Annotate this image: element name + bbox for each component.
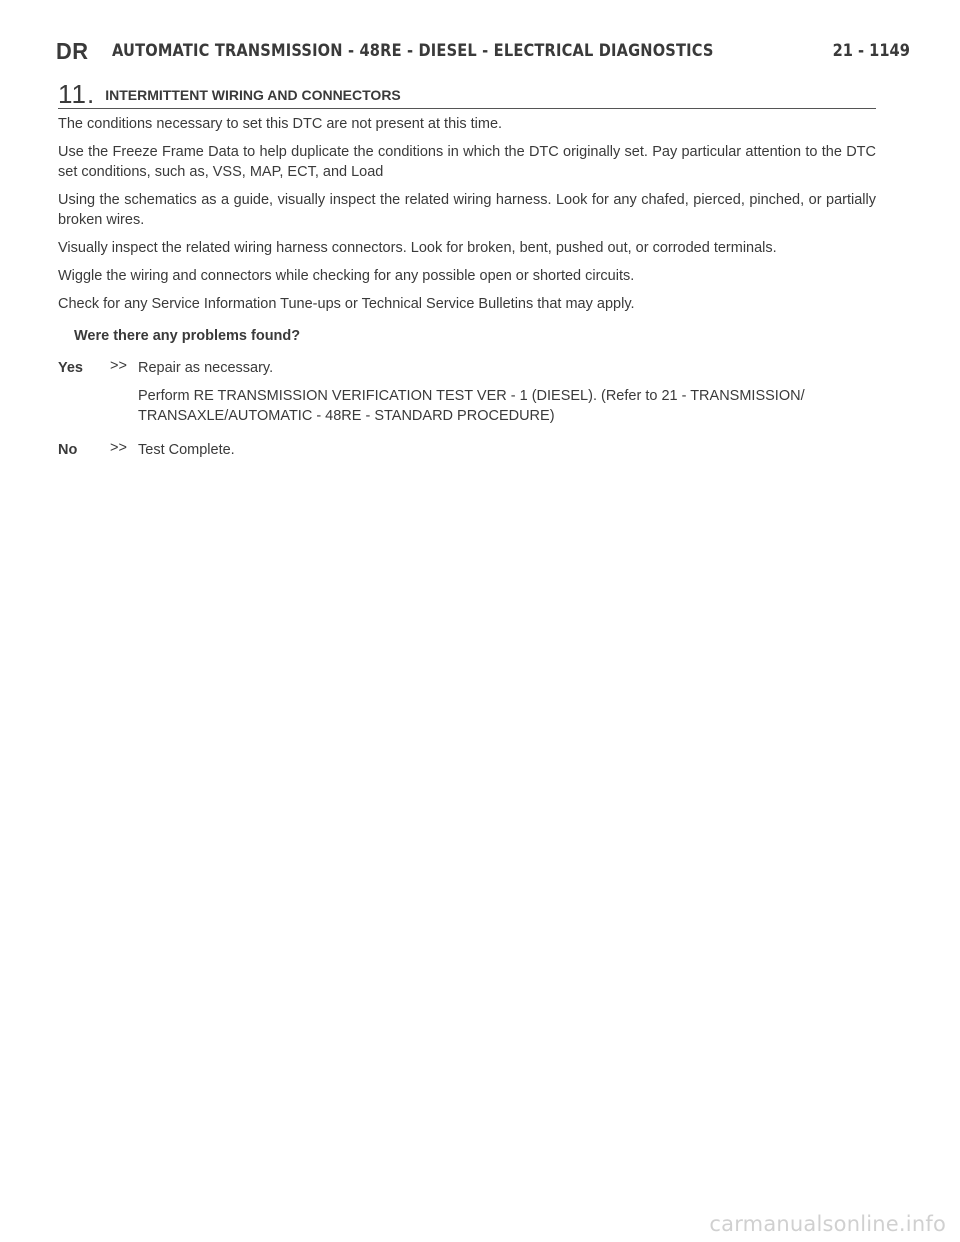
step-number: 11.: [58, 79, 96, 109]
footer-watermark: carmanualsonline.info: [709, 1212, 946, 1236]
answer-yes-line-1: Repair as necessary.: [138, 360, 274, 376]
answer-no-arrows: >>: [110, 440, 127, 456]
header-code: DR: [56, 37, 89, 64]
step-content: [58, 114, 876, 474]
question: Were there any problems found?: [74, 328, 301, 344]
answer-no: [58, 440, 876, 468]
answer-yes-arrows: >>: [110, 358, 127, 374]
header-title: AUTOMATIC TRANSMISSION - 48RE - DIESEL - ELECTRICAL DIAGNOSTICS: [112, 41, 714, 61]
step-heading: [58, 78, 876, 109]
page-header: [56, 36, 910, 66]
paragraph-wiggle-test: Wiggle the wiring and connectors while checking for any possible open or shorted circuits.: [58, 268, 635, 284]
answer-no-line-1: Test Complete.: [138, 442, 235, 458]
paragraph-conditions: The conditions necessary to set this DTC are not present at this time.: [58, 116, 503, 132]
answer-no-body: [138, 440, 876, 468]
answer-yes: [58, 358, 876, 434]
answer-yes-line-2: Perform RE TRANSMISSION VERIFICATION TEST VER - 1 (DIESEL). (Refer to 21 - TRANSMISSION/ TRANSAXLE/AUTOMATIC - 48RE - STANDARD PROCEDURE): [138, 388, 805, 424]
answer-yes-label: Yes: [58, 360, 83, 376]
paragraph-freeze-frame: Use the Freeze Frame Data to help duplicate the conditions in which the DTC originally set. Pay particular attention to the DTC set conditions, such as, VSS, MAP, ECT, and Load: [58, 144, 876, 180]
answer-yes-body: [138, 358, 876, 434]
answer-no-label: No: [58, 442, 78, 458]
paragraph-wiring-harness: Using the schematics as a guide, visually inspect the related wiring harness. Look for any chafed, pierced, pinched, or partially broken wires.: [58, 192, 876, 228]
paragraph-service-bulletins: Check for any Service Information Tune-ups or Technical Service Bulletins that may apply.: [58, 296, 635, 312]
step-title: INTERMITTENT WIRING AND CONNECTORS: [105, 87, 401, 103]
paragraph-connectors: Visually inspect the related wiring harness connectors. Look for broken, bent, pushed out, or corroded terminals.: [58, 240, 777, 256]
header-page-number: 21 - 1149: [832, 41, 910, 61]
